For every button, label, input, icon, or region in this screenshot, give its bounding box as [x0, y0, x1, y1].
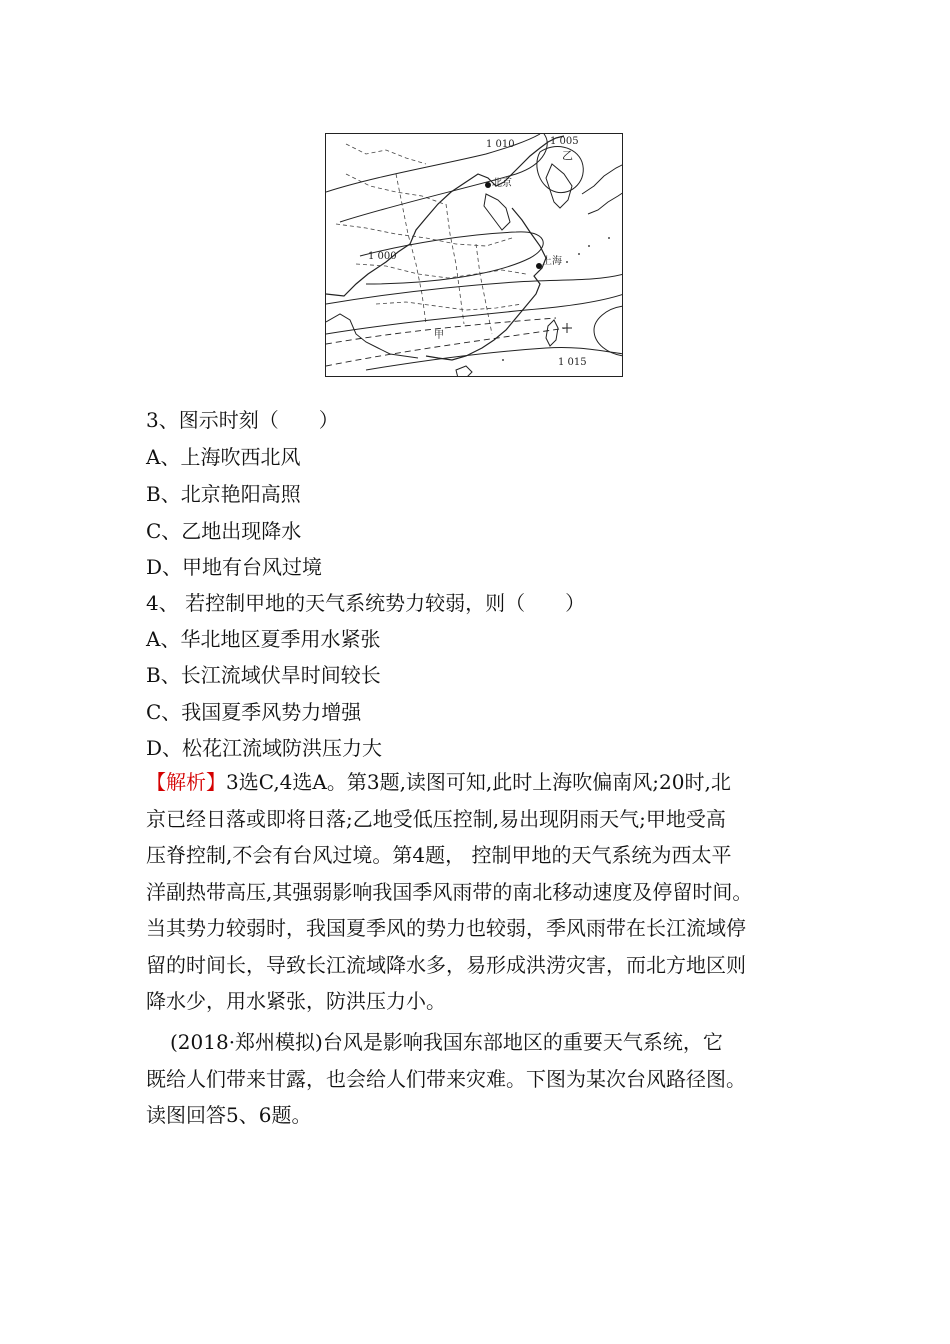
- q3-option-b: B、北京艳阳高照: [146, 482, 301, 506]
- intro-block: [146, 1024, 816, 1134]
- high-pressure-ridge: [594, 306, 623, 356]
- japan-coast: [582, 164, 623, 214]
- isobar-label-1015: 1 015: [558, 357, 587, 368]
- isobar-label-1000: 1 000: [368, 251, 397, 262]
- isobar-label-1005: 1 005: [550, 136, 579, 147]
- isobar-mid: [326, 274, 623, 304]
- korea-coast: [546, 164, 572, 208]
- q3-option-a: A、上海吹西北风: [146, 445, 301, 469]
- isobar-label-1010: 1 010: [486, 139, 515, 150]
- bohai-coast: [484, 194, 510, 230]
- coastline: [326, 136, 564, 296]
- taiwan-marks: [562, 323, 572, 333]
- q4-option-b: B、长江流域伏旱时间较长: [146, 663, 381, 687]
- shanghai-label: 上海: [542, 256, 562, 267]
- analysis-line-2: 京已经日落或即将日落;乙地受低压控制,易出现阴雨天气;甲地受高: [146, 806, 726, 831]
- point-yi-label: 乙: [562, 149, 573, 162]
- q3-stem: 3、图示时刻（ ）: [146, 408, 339, 432]
- q4-stem: 4、 若控制甲地的天气系统势力较弱，则（ ）: [146, 591, 586, 615]
- intro-line-1: (2018·郑州模拟)台风是影响我国东部地区的重要天气系统，它: [170, 1030, 723, 1054]
- analysis-line-1: 【解析】3选C,4选A。第3题,读图可知,此时上海吹偏南风;20时,北: [146, 770, 731, 794]
- analysis-line-4: 洋副热带高压,其强弱影响我国季风雨带的南北移动速度及停留时间。: [146, 879, 753, 904]
- weather-map: [325, 133, 623, 377]
- hainan-island: [456, 366, 472, 377]
- analysis-tag: 【解析】: [146, 770, 226, 794]
- province-boundaries: [336, 144, 526, 334]
- intro-line-3: 读图回答5、6题。: [146, 1103, 312, 1127]
- analysis-line-6: 留的时间长，导致长江流域降水多，易形成洪涝灾害，而北方地区则: [146, 952, 746, 977]
- q3-option-d: D、甲地有台风过境: [146, 555, 323, 579]
- isobar-1005-outer: [340, 134, 547, 222]
- south-border: [326, 314, 418, 358]
- beijing-marker: [485, 182, 491, 188]
- isobar-1015: [326, 294, 623, 334]
- analysis-block: [146, 764, 816, 1020]
- q4-option-a: A、华北地区夏季用水紧张: [146, 627, 381, 651]
- intro-line-2: 既给人们带来甘露，也会给人们带来灾难。下图为某次台风路径图。: [146, 1066, 746, 1091]
- q3-option-c: C、乙地出现降水: [146, 519, 302, 543]
- analysis-line-3: 压脊控制,不会有台风过境。第4题， 控制甲地的天气系统为西太平: [146, 843, 732, 867]
- analysis-line-7: 降水少，用水紧张，防洪压力小。: [146, 989, 446, 1013]
- q4-option-c: C、我国夏季风势力增强: [146, 700, 362, 724]
- beijing-label: 北京: [492, 178, 512, 189]
- isobar-1005-loop: [537, 147, 583, 193]
- q4-option-d: D、松花江流域防洪压力大: [146, 736, 383, 760]
- point-jia-label: 甲: [434, 330, 444, 341]
- analysis-line-5: 当其势力较弱时，我国夏季风的势力也较弱，季风雨带在长江流域停: [146, 916, 746, 940]
- taiwan-island: [546, 320, 558, 346]
